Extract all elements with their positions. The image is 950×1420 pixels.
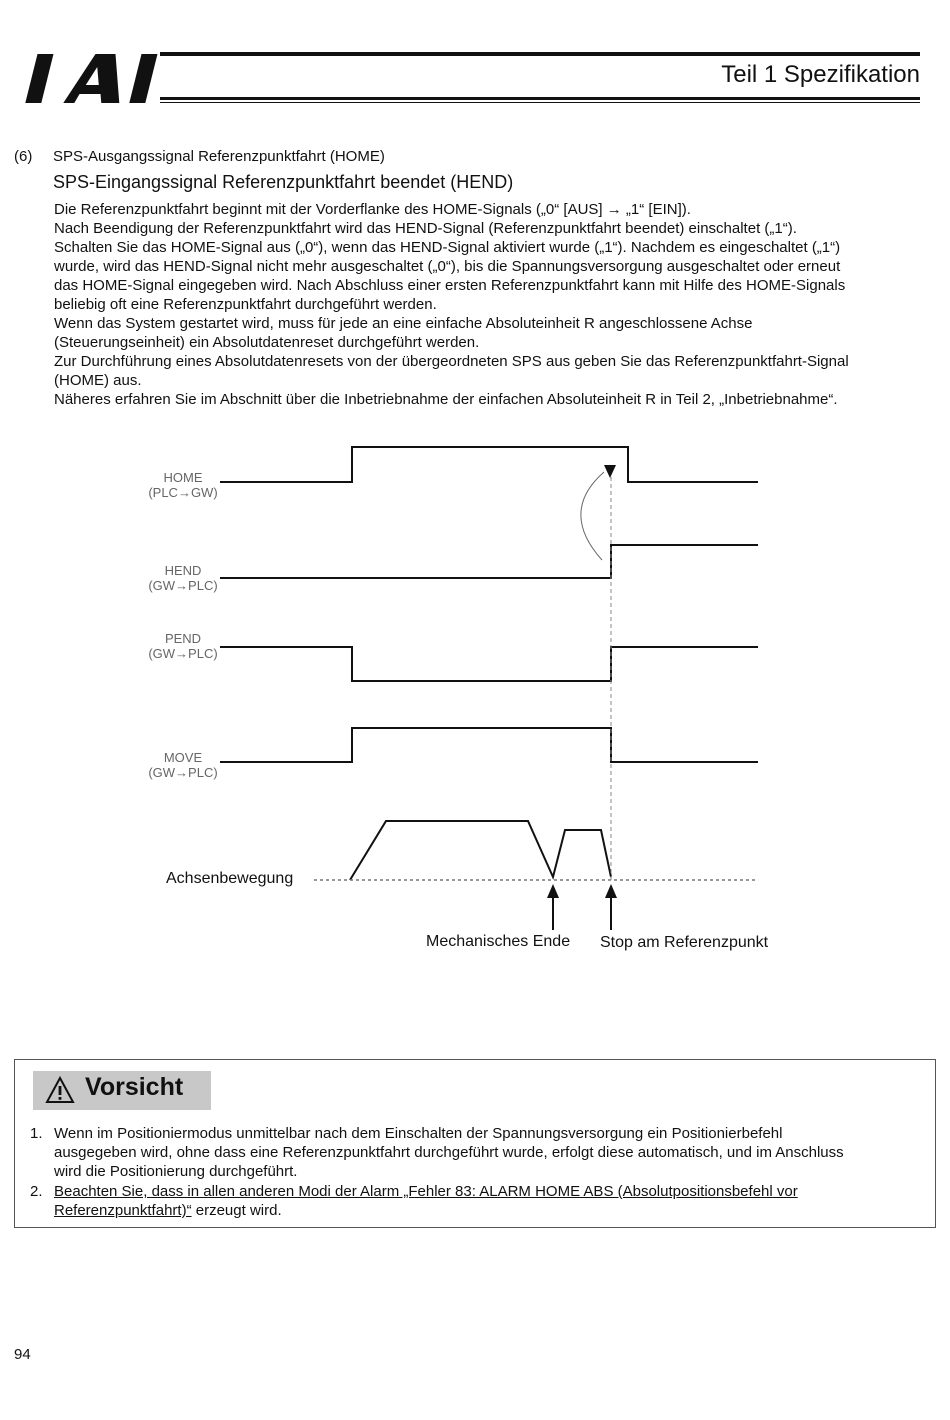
axis-motion-label: Achsenbewegung [166, 870, 294, 887]
reference-stop-arrowhead [605, 884, 617, 898]
axis-motion-trace [350, 821, 611, 880]
iai-logo [22, 52, 167, 106]
pend-signal-direction: (GW→PLC) [148, 646, 218, 661]
caution-item-number: 1. [30, 1125, 43, 1142]
home-signal-direction: (PLC→GW) [148, 485, 218, 500]
body-line: wurde, wird das HEND-Signal nicht mehr ausgeschaltet („0“), bis die Spannungsversorgung ausgeschaltet oder erneut [54, 258, 841, 275]
body-line: beliebig oft eine Referenzpunktfahrt durchgeführt werden. [54, 296, 437, 313]
hend-to-home-curve [581, 472, 604, 560]
pend-signal-trace [220, 647, 758, 681]
section-body [54, 200, 942, 409]
timing-diagram [0, 420, 950, 980]
body-line: Wenn das System gestartet wird, muss für jede an eine einfache Absoluteinheit R angeschlossene Achse [54, 315, 753, 332]
hend-signal-direction: (GW→PLC) [148, 578, 218, 593]
caution-item-number: 2. [30, 1183, 43, 1200]
home-signal-trace [220, 447, 758, 482]
caution-item-underlined-line: Beachten Sie, dass in allen anderen Modi der Alarm „Fehler 83: ALARM HOME ABS (Absolutpositionsbefehl vor [54, 1183, 798, 1200]
caution-item-line [54, 1201, 932, 1220]
body-line: das HOME-Signal eingegeben wird. Nach Abschluss einer ersten Referenzpunktfahrt kann mit Hilfe des HOME-Signals [54, 277, 846, 294]
body-line: Die Referenzpunktfahrt beginnt mit der Vorderflanke des HOME-Signals („0“ [AUS] → „1“ [EIN]). [54, 201, 691, 218]
body-line: Nach Beendigung der Referenzpunktfahrt wird das HEND-Signal (Referenzpunktfahrt beendet) einschaltet („1“). [54, 220, 797, 237]
body-line: Näheres erfahren Sie im Abschnitt über die Inbetriebnahme der einfachen Absoluteinheit R in Teil 2, „Inbetriebnahme“. [54, 391, 838, 408]
page-number: 94 [14, 1346, 31, 1363]
section-number: (6) [14, 148, 33, 165]
caution-header [33, 1071, 211, 1110]
hend-signal-label: HEND [164, 563, 202, 578]
move-signal-trace [220, 728, 758, 762]
header-rule-top [160, 52, 920, 56]
caution-item-rest-text: erzeugt wird. [191, 1202, 282, 1219]
caution-item [30, 1182, 932, 1220]
section-subtitle: SPS-Ausgangssignal Referenzpunktfahrt (HOME) [53, 148, 385, 165]
reference-stop-label: Stop am Referenzpunkt [600, 934, 769, 951]
home-fall-arrowhead [604, 465, 616, 478]
hend-signal-trace [220, 545, 758, 578]
body-line: Zur Durchführung eines Absolutdatenresets von der übergeordneten SPS aus geben Sie das Referenzpunktfahrt-Signal [54, 353, 849, 370]
caution-title: Vorsicht [85, 1073, 184, 1101]
pend-signal-label: PEND [164, 631, 202, 646]
move-signal-direction: (GW→PLC) [148, 765, 218, 780]
move-signal-label: MOVE [163, 750, 203, 765]
body-line: (Steuerungseinheit) ein Absolutdatenreset durchgeführt werden. [54, 334, 480, 351]
mechanical-end-label: Mechanisches Ende [426, 933, 571, 950]
caution-list [30, 1124, 932, 1221]
caution-item-line: Wenn im Positioniermodus unmittelbar nach dem Einschalten der Spannungsversorgung ein Positionierbefehl [54, 1125, 783, 1142]
caution-item-line: wird die Positionierung durchgeführt. [54, 1163, 298, 1180]
header-rule-thin [160, 102, 920, 103]
home-signal-label: HOME [163, 470, 203, 485]
caution-item [30, 1124, 932, 1181]
warning-triangle-icon [45, 1076, 75, 1104]
header-rule-bottom [160, 97, 920, 100]
caution-item-line: ausgegeben wird, ohne dass eine Referenzpunktfahrt durchgeführt wurde, erfolgt diese automatisch, und im Anschluss [54, 1144, 844, 1161]
body-line: Schalten Sie das HOME-Signal aus („0“), wenn das HEND-Signal aktiviert wurde („1“). Nachdem es eingeschaltet („1“) [54, 239, 841, 256]
mechanical-end-arrowhead [547, 884, 559, 898]
page-title: Teil 1 Spezifikation [721, 61, 920, 88]
body-line: (HOME) aus. [54, 372, 142, 389]
caution-item-underlined-text: Referenzpunktfahrt)“ [54, 1202, 192, 1219]
section-title: SPS-Eingangssignal Referenzpunktfahrt beendet (HEND) [53, 172, 514, 192]
